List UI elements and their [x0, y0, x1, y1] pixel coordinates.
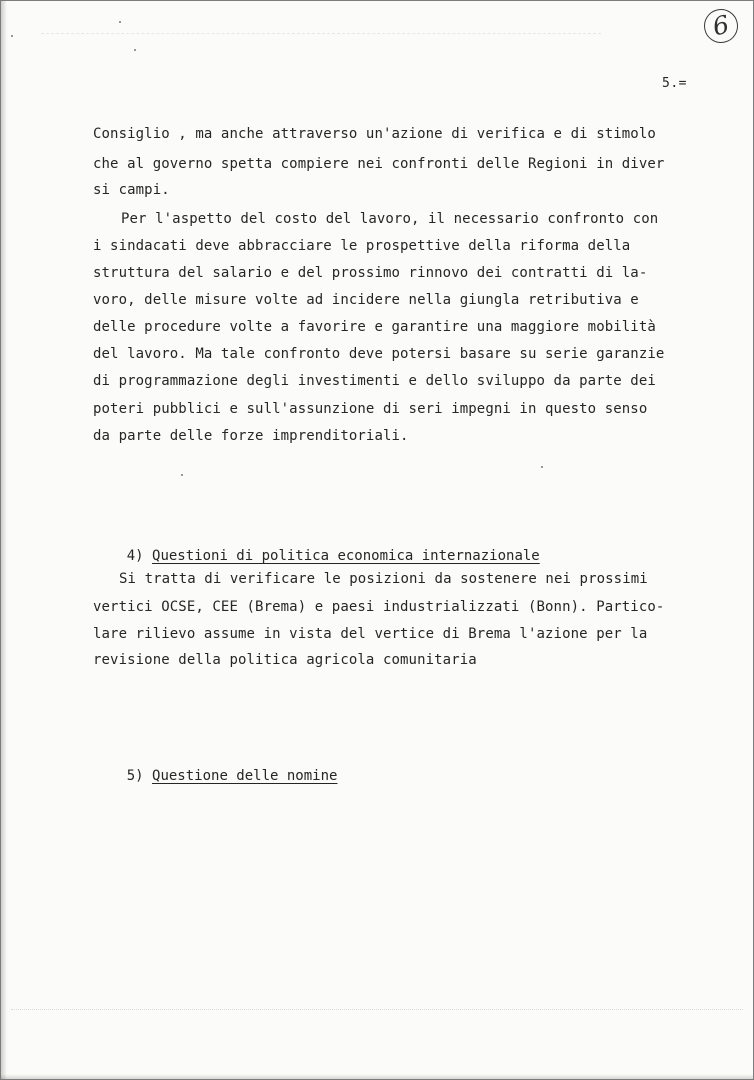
paragraph-2-line-1: Per l'aspetto del costo del lavoro, il necessario confronto con: [121, 211, 659, 227]
section-4-line-1: Si tratta di verificare le posizioni da sostenere nei prossimi: [119, 571, 648, 587]
scan-edge-shadow-left: [1, 1, 7, 1079]
scan-noise-top: [41, 33, 601, 35]
section-4-line-4: revisione della politica agricola comunitaria: [93, 652, 477, 668]
paragraph-1-line-2: che al governo spetta compiere nei confronti delle Regioni in diver: [93, 156, 665, 172]
scan-noise-bottom: [11, 1009, 743, 1011]
paragraph-2-line-6: del lavoro. Ma tale confronto deve potersi basare su serie garanzie: [93, 346, 665, 362]
paragraph-1-line-3: si campi.: [93, 182, 170, 198]
paragraph-2-line-5: delle procedure volte a favorire e garantire una maggiore mobilità: [93, 319, 656, 335]
paragraph-2-line-7: di programmazione degli investimenti e dello sviluppo da parte dei: [93, 373, 656, 389]
section-4-line-3: lare rilievo assume in vista del vertice di Brema l'azione per la: [93, 626, 648, 642]
paragraph-2-line-8: poteri pubblici e sull'assunzione di seri impegni in questo senso: [93, 401, 648, 417]
scan-edge-shadow-bottom: [1, 1074, 753, 1079]
typed-page-number: 5.=: [662, 76, 687, 91]
scan-speck: [119, 21, 121, 23]
section-5-heading: [93, 752, 337, 800]
paragraph-2-line-4: voro, delle misure volte ad incidere nella giungla retributiva e: [93, 292, 639, 308]
scan-speck: [181, 474, 183, 476]
section-4-number: 4): [126, 548, 144, 564]
paragraph-2-line-3: struttura del salario e del prossimo rinnovo dei contratti di la-: [93, 265, 648, 281]
scan-speck: [134, 49, 136, 51]
scan-speck: [11, 35, 13, 37]
section-5-title: Questione delle nomine: [152, 768, 338, 784]
section-4-line-2: vertici OCSE, CEE (Brema) e paesi industrializzati (Bonn). Partico-: [93, 599, 665, 615]
section-5-number: 5): [126, 768, 144, 784]
handwritten-page-number: 6: [701, 6, 741, 46]
paragraph-1-line-1: Consiglio , ma anche attraverso un'azione di verifica e di stimolo: [93, 126, 656, 142]
section-4-title: Questioni di politica economica internazionale: [152, 548, 540, 564]
scan-speck: [541, 466, 543, 468]
paragraph-2-line-9: da parte delle forze imprenditoriali.: [93, 428, 409, 444]
paragraph-2-line-2: i sindacati deve abbracciare le prospettive della riforma della: [93, 238, 631, 254]
